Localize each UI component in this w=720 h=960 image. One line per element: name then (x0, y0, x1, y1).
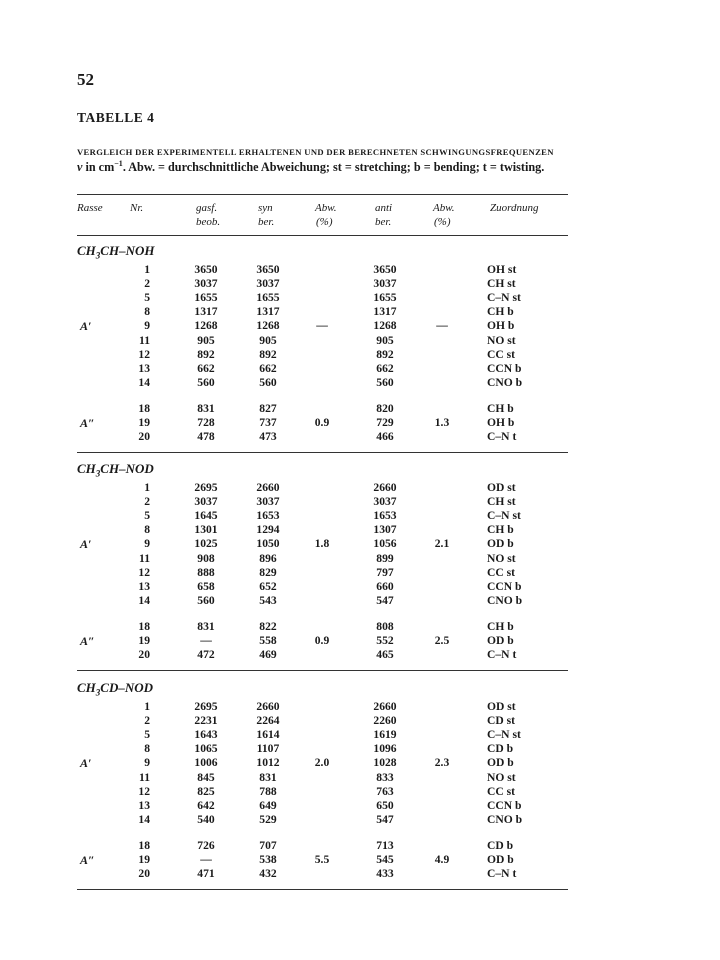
gasf-beob-cell: 2231 (194, 714, 218, 728)
deviation-syn-a-double-prime: 0.9 (314, 634, 330, 647)
zuordnung-cell: CCN b (487, 361, 522, 375)
anti-ber-cell: 433 (376, 867, 394, 881)
symmetry-species-a-prime: A′ (80, 319, 92, 334)
nr-cell: 1 (144, 700, 150, 713)
gasf-beob-cell: 540 (197, 812, 215, 826)
molecule-formula-part: CH (77, 461, 96, 476)
nr-cell: 20 (138, 648, 150, 662)
deviation-syn-a-double-prime: 0.9 (314, 416, 330, 429)
anti-ber-cell: 1653 (373, 509, 397, 523)
anti-ber-cell: 899 (376, 551, 394, 565)
gasf-beob-cell: 478 (197, 430, 215, 444)
table-row (0, 742, 720, 756)
syn-ber-cell: 905 (259, 333, 277, 347)
caption-legend: . Abw. = durchschnittliche Abweichung; st = stretching; b = bending; t = twisting. (122, 160, 545, 175)
gasf-beob-cell: 1655 (194, 291, 218, 305)
nr-cell: 8 (144, 523, 150, 537)
molecule-formula-part: CH (77, 243, 96, 258)
syn-ber-cell: 538 (259, 853, 277, 866)
nr-cell: 14 (138, 375, 150, 389)
zuordnung-cell: CH st (487, 277, 516, 291)
table-row (0, 481, 720, 495)
gasf-beob-cell: 1317 (194, 305, 218, 319)
syn-ber-cell: 1317 (256, 305, 280, 319)
anti-ber-cell: 892 (376, 347, 394, 361)
zuordnung-cell: OD st (487, 700, 516, 713)
nr-cell: 18 (138, 838, 150, 852)
syn-ber-cell: 822 (259, 619, 277, 633)
section-title (77, 461, 154, 479)
deviation-anti-a-double-prime: 2.5 (434, 634, 450, 647)
gasf-beob-cell: 2695 (194, 700, 218, 713)
zuordnung-cell: OH b (487, 319, 515, 333)
anti-ber-cell: 833 (376, 770, 394, 784)
zuordnung-cell: C–N t (487, 648, 517, 662)
anti-ber-cell: 1619 (373, 728, 397, 742)
zuordnung-cell: CCN b (487, 798, 522, 812)
table-row (0, 867, 720, 881)
nr-cell: 18 (138, 401, 150, 415)
anti-ber-cell: 3037 (373, 277, 397, 291)
syn-ber-cell: 788 (259, 784, 277, 798)
table-row (0, 594, 720, 608)
section-title (77, 243, 154, 261)
syn-ber-cell: 2264 (256, 714, 280, 728)
zuordnung-cell: NO st (487, 551, 516, 565)
gasf-beob-cell: 2695 (194, 481, 218, 494)
gasf-beob-cell: 1301 (194, 523, 218, 537)
table-row (0, 785, 720, 799)
deviation-syn-a-double-prime: 5.5 (314, 853, 330, 866)
nr-cell: 13 (138, 361, 150, 375)
nr-cell: 1 (144, 481, 150, 494)
syn-ber-cell: 827 (259, 401, 277, 415)
gasf-beob-cell: 726 (197, 838, 215, 852)
deviation-syn-a-prime: 2.0 (314, 756, 330, 770)
anti-ber-cell: 2660 (373, 481, 397, 494)
table-row (0, 799, 720, 813)
zuordnung-cell: OD st (487, 481, 516, 494)
header-bottom-rule (77, 235, 568, 236)
table-row (0, 263, 720, 277)
zuordnung-cell: OH b (487, 416, 515, 429)
symmetry-species-a-prime: A′ (80, 537, 92, 552)
header-anti-ber: ber. (375, 216, 392, 228)
molecule-formula-part: CH (77, 680, 96, 695)
anti-ber-cell: 3037 (373, 495, 397, 509)
syn-ber-cell: 473 (259, 430, 277, 444)
syn-ber-cell: 529 (259, 812, 277, 826)
table-row (0, 362, 720, 376)
header-abw-anti-unit: (%) (434, 216, 451, 228)
gasf-beob-cell: 1065 (194, 742, 218, 756)
zuordnung-cell: C–N st (487, 728, 521, 742)
syn-ber-cell: 3037 (256, 495, 280, 509)
syn-ber-cell: 1294 (256, 523, 280, 537)
syn-ber-cell: 829 (259, 565, 277, 579)
nr-cell: 13 (138, 798, 150, 812)
nr-cell: 9 (144, 756, 150, 770)
zuordnung-cell: OD b (487, 634, 514, 647)
anti-ber-cell: 552 (376, 634, 394, 647)
gasf-beob-cell: 825 (197, 784, 215, 798)
anti-ber-cell: 465 (376, 648, 394, 662)
table-row (0, 813, 720, 827)
nr-cell: 2 (144, 277, 150, 291)
anti-ber-cell: 1096 (373, 742, 397, 756)
nr-cell: 1 (144, 263, 150, 276)
syn-ber-cell: 737 (259, 416, 277, 429)
nr-cell: 12 (138, 565, 150, 579)
table-row (0, 714, 720, 728)
page-number: 52 (77, 70, 94, 89)
zuordnung-cell: C–N t (487, 867, 517, 881)
deviation-syn-a-prime: 1.8 (314, 537, 330, 551)
zuordnung-cell: CCN b (487, 579, 522, 593)
nr-cell: 8 (144, 305, 150, 319)
zuordnung-cell: C–N t (487, 430, 517, 444)
table-row (0, 319, 720, 333)
gasf-beob-cell: 642 (197, 798, 215, 812)
nr-cell: 5 (144, 291, 150, 305)
syn-ber-cell: 662 (259, 361, 277, 375)
anti-ber-cell: 797 (376, 565, 394, 579)
nu-symbol: ν (77, 160, 83, 175)
syn-ber-cell: 896 (259, 551, 277, 565)
zuordnung-cell: CD b (487, 742, 514, 756)
table-row (0, 853, 720, 867)
table-row (0, 430, 720, 444)
table-row (0, 728, 720, 742)
syn-ber-cell: 652 (259, 579, 277, 593)
caption-exponent: −1 (114, 159, 123, 168)
anti-ber-cell: 1655 (373, 291, 397, 305)
table-row (0, 620, 720, 634)
deviation-syn-a-prime: — (316, 319, 328, 333)
nr-cell: 12 (138, 784, 150, 798)
molecule-formula-part: CD–NOD (100, 680, 154, 695)
gasf-beob-cell: 908 (197, 551, 215, 565)
zuordnung-cell: CH st (487, 495, 516, 509)
zuordnung-cell: OH st (487, 263, 517, 276)
table-row (0, 334, 720, 348)
syn-ber-cell: 1655 (256, 291, 280, 305)
nr-cell: 18 (138, 619, 150, 633)
zuordnung-cell: CNO b (487, 812, 523, 826)
table-top-rule (77, 194, 568, 195)
gasf-beob-cell: 905 (197, 333, 215, 347)
deviation-anti-a-prime: 2.3 (434, 756, 450, 770)
gasf-beob-cell: 658 (197, 579, 215, 593)
gasf-beob-cell: 831 (197, 619, 215, 633)
nr-cell: 5 (144, 728, 150, 742)
gasf-beob-cell: 1268 (194, 319, 218, 333)
anti-ber-cell: 650 (376, 798, 394, 812)
zuordnung-cell: CH b (487, 523, 514, 537)
table-row (0, 376, 720, 390)
syn-ber-cell: 831 (259, 770, 277, 784)
nr-cell: 5 (144, 509, 150, 523)
molecule-formula-subscript: 3 (95, 687, 101, 698)
table-row (0, 509, 720, 523)
gasf-beob-cell: — (200, 853, 212, 866)
anti-ber-cell: 1056 (373, 537, 397, 551)
zuordnung-cell: CH b (487, 401, 514, 415)
syn-ber-cell: 432 (259, 867, 277, 881)
zuordnung-cell: CC st (487, 784, 516, 798)
anti-ber-cell: 1317 (373, 305, 397, 319)
zuordnung-cell: CD st (487, 714, 516, 728)
gasf-beob-cell: 1006 (194, 756, 218, 770)
anti-ber-cell: 547 (376, 593, 394, 607)
zuordnung-cell: OD b (487, 853, 514, 866)
header-gasf: gasf. (196, 202, 218, 214)
table-row (0, 495, 720, 509)
syn-ber-cell: 707 (259, 838, 277, 852)
nr-cell: 11 (139, 551, 150, 565)
gasf-beob-cell: 472 (197, 648, 215, 662)
syn-ber-cell: 1050 (256, 537, 280, 551)
anti-ber-cell: 1307 (373, 523, 397, 537)
molecule-formula-subscript: 3 (95, 250, 101, 261)
zuordnung-cell: CH b (487, 305, 514, 319)
header-abw-anti: Abw. (433, 202, 455, 214)
gasf-beob-cell: 662 (197, 361, 215, 375)
zuordnung-cell: CH b (487, 619, 514, 633)
syn-ber-cell: 1012 (256, 756, 280, 770)
gasf-beob-cell: 831 (197, 401, 215, 415)
syn-ber-cell: 543 (259, 593, 277, 607)
deviation-anti-a-double-prime: 4.9 (434, 853, 450, 866)
anti-ber-cell: 662 (376, 361, 394, 375)
table-row (0, 416, 720, 430)
table-row (0, 756, 720, 770)
nr-cell: 19 (138, 853, 150, 866)
symmetry-species-a-double-prime: A″ (80, 416, 95, 430)
table-row (0, 839, 720, 853)
table-row (0, 291, 720, 305)
zuordnung-cell: OD b (487, 756, 514, 770)
table-caption-heading: VERGLEICH DER EXPERIMENTELL ERHALTENEN UND DER BERECHNETEN SCHWINGUNGSFREQUENZEN (77, 147, 554, 157)
table-row (0, 771, 720, 785)
caption-unit: in cm (82, 160, 115, 175)
table-row (0, 634, 720, 648)
zuordnung-cell: C–N st (487, 291, 521, 305)
nr-cell: 2 (144, 495, 150, 509)
nr-cell: 11 (139, 770, 150, 784)
table-row (0, 523, 720, 537)
gasf-beob-cell: 845 (197, 770, 215, 784)
nr-cell: 11 (139, 333, 150, 347)
nr-cell: 9 (144, 319, 150, 333)
gasf-beob-cell: 1645 (194, 509, 218, 523)
section-bottom-rule (77, 452, 568, 453)
header-abw-syn-unit: (%) (316, 216, 333, 228)
gasf-beob-cell: 560 (197, 593, 215, 607)
table-caption-description (77, 159, 544, 175)
zuordnung-cell: C–N st (487, 509, 521, 523)
header-abw-syn: Abw. (315, 202, 337, 214)
header-rasse: Rasse (77, 202, 103, 214)
syn-ber-cell: 3037 (256, 277, 280, 291)
gasf-beob-cell: 1643 (194, 728, 218, 742)
syn-ber-cell: 892 (259, 347, 277, 361)
table-title: TABELLE 4 (77, 110, 155, 125)
zuordnung-cell: NO st (487, 770, 516, 784)
gasf-beob-cell: 471 (197, 867, 215, 881)
header-syn-ber: ber. (258, 216, 275, 228)
gasf-beob-cell: 3037 (194, 495, 218, 509)
table-row (0, 305, 720, 319)
anti-ber-cell: 2660 (373, 700, 397, 713)
syn-ber-cell: 1653 (256, 509, 280, 523)
anti-ber-cell: 1268 (373, 319, 397, 333)
gasf-beob-cell: 560 (197, 375, 215, 389)
gasf-beob-cell: 3650 (194, 263, 218, 276)
syn-ber-cell: 560 (259, 375, 277, 389)
syn-ber-cell: 469 (259, 648, 277, 662)
nr-cell: 2 (144, 714, 150, 728)
nr-cell: 8 (144, 742, 150, 756)
anti-ber-cell: 905 (376, 333, 394, 347)
table-row (0, 552, 720, 566)
syn-ber-cell: 558 (259, 634, 277, 647)
nr-cell: 20 (138, 430, 150, 444)
anti-ber-cell: 2260 (373, 714, 397, 728)
syn-ber-cell: 2660 (256, 700, 280, 713)
symmetry-species-a-double-prime: A″ (80, 634, 95, 648)
deviation-anti-a-prime: 2.1 (434, 537, 450, 551)
symmetry-species-a-double-prime: A″ (80, 853, 95, 867)
gasf-beob-cell: 728 (197, 416, 215, 429)
table-row (0, 580, 720, 594)
zuordnung-cell: CC st (487, 565, 516, 579)
header-anti: anti (375, 202, 393, 214)
header-nr: Nr. (130, 202, 144, 214)
anti-ber-cell: 820 (376, 401, 394, 415)
molecule-formula-subscript: 3 (95, 468, 101, 479)
gasf-beob-cell: 3037 (194, 277, 218, 291)
gasf-beob-cell: — (200, 634, 212, 647)
syn-ber-cell: 1614 (256, 728, 280, 742)
anti-ber-cell: 560 (376, 375, 394, 389)
nr-cell: 12 (138, 347, 150, 361)
syn-ber-cell: 1107 (256, 742, 280, 756)
section-bottom-rule (77, 670, 568, 671)
zuordnung-cell: CD b (487, 838, 514, 852)
anti-ber-cell: 729 (376, 416, 394, 429)
deviation-anti-a-prime: — (436, 319, 448, 333)
symmetry-species-a-prime: A′ (80, 756, 92, 771)
zuordnung-cell: OD b (487, 537, 514, 551)
header-zuordnung: Zuordnung (490, 202, 539, 214)
anti-ber-cell: 660 (376, 579, 394, 593)
anti-ber-cell: 1028 (373, 756, 397, 770)
table-row (0, 402, 720, 416)
anti-ber-cell: 466 (376, 430, 394, 444)
nr-cell: 9 (144, 537, 150, 551)
header-syn: syn (258, 202, 273, 214)
anti-ber-cell: 547 (376, 812, 394, 826)
nr-cell: 14 (138, 812, 150, 826)
zuordnung-cell: CC st (487, 347, 516, 361)
anti-ber-cell: 763 (376, 784, 394, 798)
nr-cell: 14 (138, 593, 150, 607)
gasf-beob-cell: 1025 (194, 537, 218, 551)
zuordnung-cell: CNO b (487, 593, 523, 607)
syn-ber-cell: 649 (259, 798, 277, 812)
nr-cell: 13 (138, 579, 150, 593)
table-row (0, 566, 720, 580)
syn-ber-cell: 3650 (256, 263, 280, 276)
zuordnung-cell: CNO b (487, 375, 523, 389)
anti-ber-cell: 808 (376, 619, 394, 633)
gasf-beob-cell: 888 (197, 565, 215, 579)
syn-ber-cell: 1268 (256, 319, 280, 333)
header-gasf-beob: beob. (196, 216, 221, 228)
table-row (0, 700, 720, 714)
zuordnung-cell: NO st (487, 333, 516, 347)
gasf-beob-cell: 892 (197, 347, 215, 361)
section-title (77, 680, 153, 698)
molecule-formula-part: CH–NOD (100, 461, 154, 476)
table-row (0, 348, 720, 362)
table-row (0, 537, 720, 551)
anti-ber-cell: 713 (376, 838, 394, 852)
deviation-anti-a-double-prime: 1.3 (434, 416, 450, 429)
molecule-formula-part: CH–NOH (100, 243, 155, 258)
anti-ber-cell: 545 (376, 853, 394, 866)
nr-cell: 19 (138, 416, 150, 429)
nr-cell: 19 (138, 634, 150, 647)
table-row (0, 648, 720, 662)
section-bottom-rule (77, 889, 568, 890)
nr-cell: 20 (138, 867, 150, 881)
table-row (0, 277, 720, 291)
anti-ber-cell: 3650 (373, 263, 397, 276)
syn-ber-cell: 2660 (256, 481, 280, 494)
